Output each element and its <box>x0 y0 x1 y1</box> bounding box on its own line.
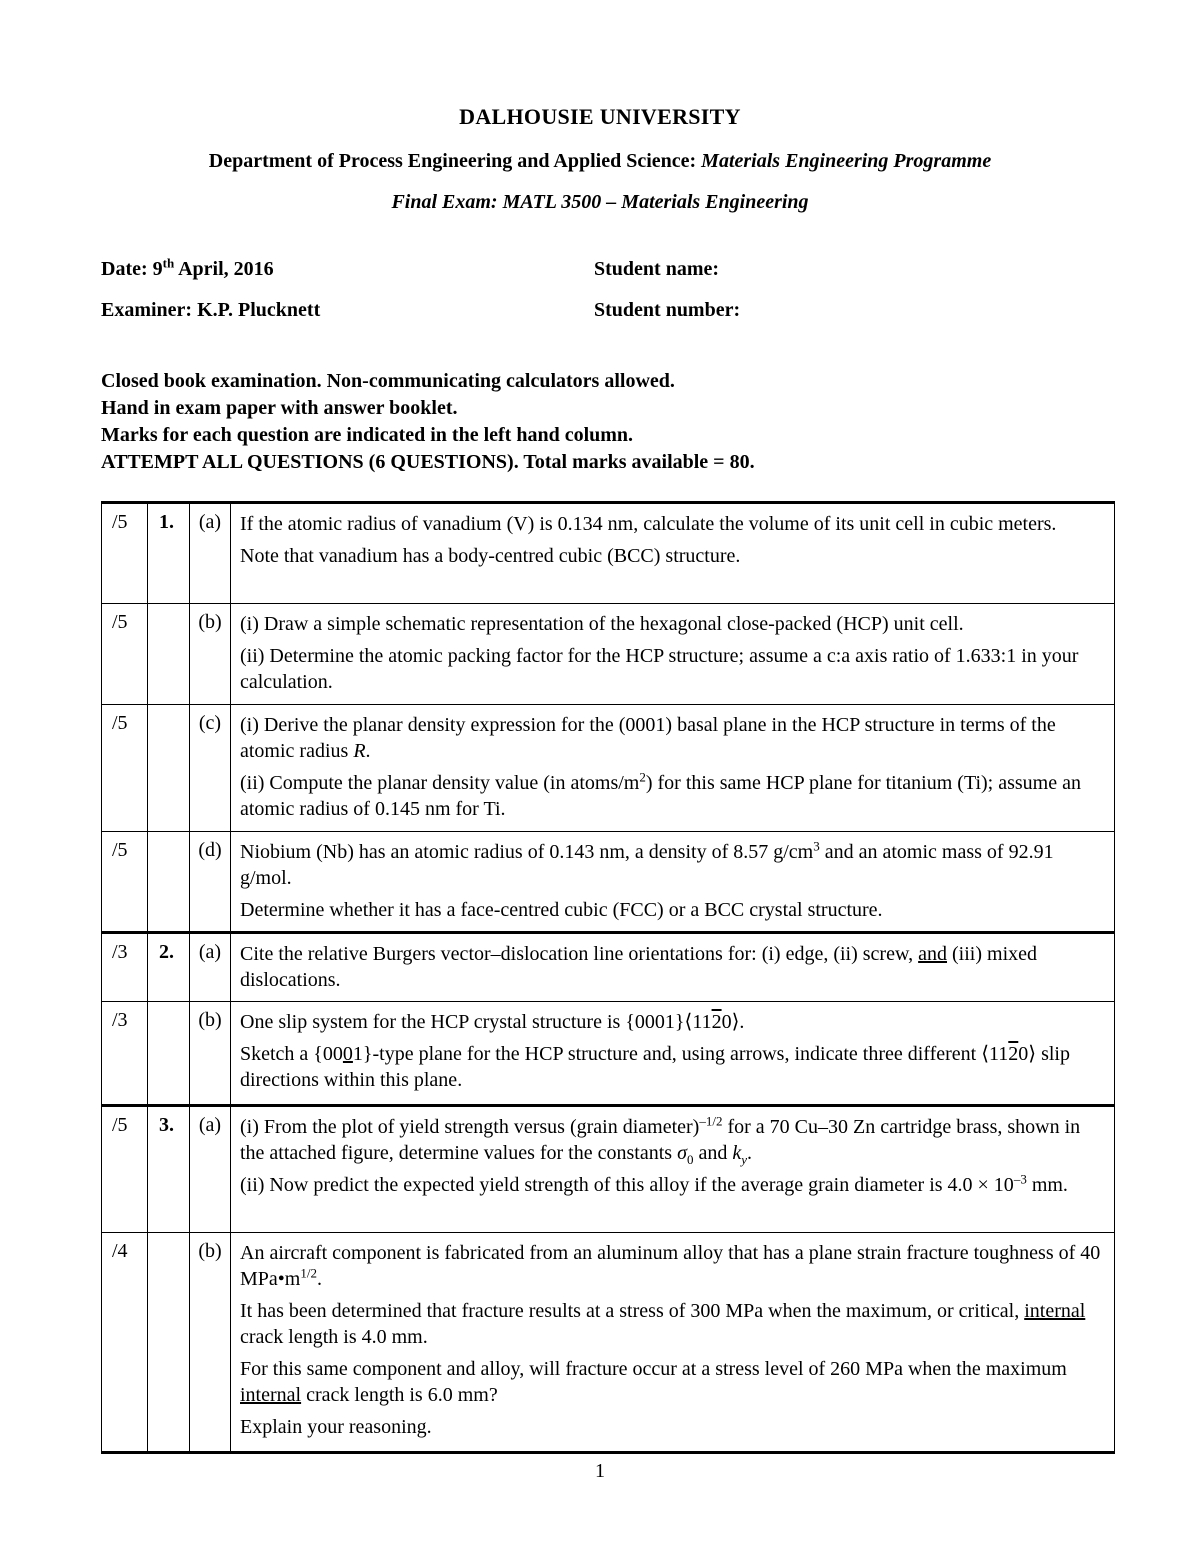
question-paragraph: Explain your reasoning. <box>240 1416 432 1438</box>
marks-cell: /5 <box>102 705 148 832</box>
question-part: (b) <box>190 1233 231 1453</box>
marks-cell: /5 <box>102 604 148 705</box>
question-row <box>102 503 1115 604</box>
question-paragraph: Cite the relative Burgers vector–dislocation line orientations for: (i) edge, (ii) screw, and (iii) mixed dislocations. <box>240 943 1037 991</box>
department-line <box>0 150 1200 173</box>
question-text <box>231 705 1115 832</box>
question-paragraph: (ii) Determine the atomic packing factor for the HCP structure; assume a c:a axis ratio of 1.633:1 in your calculation. <box>240 645 1079 693</box>
page-number: 1 <box>595 1460 605 1482</box>
student-number-label: Student number: <box>594 299 741 321</box>
question-text <box>231 1002 1115 1106</box>
question-paragraph: (ii) Compute the planar density value (in atoms/$m^2$) for this same HCP plane for titanium (Ti); assume an atomic radius of 0.145 nm for Ti. <box>240 769 1081 820</box>
university-title: DALHOUSIE UNIVERSITY <box>459 104 741 129</box>
question-text <box>231 503 1115 604</box>
date-label: Date: 9 <box>101 258 163 280</box>
question-paragraph: It has been determined that fracture results at a stress of 300 MPa when the maximum, or critical, internal crack length is 4.0 mm. <box>240 1300 1086 1348</box>
question-part: (a) <box>190 1106 231 1233</box>
marks-cell: /5 <box>102 832 148 933</box>
date-rest: April, 2016 <box>174 258 274 280</box>
instruction-line: Hand in exam paper with answer booklet. <box>101 397 458 419</box>
question-part: (a) <box>190 503 231 604</box>
marks-cell: /3 <box>102 1002 148 1106</box>
question-text <box>231 1106 1115 1233</box>
marks-cell: /5 <box>102 1106 148 1233</box>
question-number <box>148 705 190 832</box>
question-number: 2. <box>148 933 190 1002</box>
student-name-label: Student name: <box>594 258 720 280</box>
instruction-line: ATTEMPT ALL QUESTIONS (6 QUESTIONS). Total marks available = 80. <box>101 451 755 473</box>
question-paragraph: (i) Derive the planar density expression for the (0001) basal plane in the HCP structure in terms of the atomic radius R. <box>240 714 1056 762</box>
question-row <box>102 1106 1115 1233</box>
question-part: (a) <box>190 933 231 1002</box>
question-row <box>102 1233 1115 1453</box>
programme-name: Materials Engineering Programme <box>701 150 992 172</box>
department-name: Department of Process Engineering and Applied Science: <box>208 150 697 172</box>
question-text <box>231 604 1115 705</box>
instructions <box>101 368 755 476</box>
question-paragraph: (i) Draw a simple schematic representation of the hexagonal close-packed (HCP) unit cell. <box>240 613 964 635</box>
question-part: (b) <box>190 1002 231 1106</box>
question-text <box>231 832 1115 933</box>
questions-table <box>101 501 1115 1454</box>
question-paragraph: An aircraft component is fabricated from an aluminum alloy that has a plane strain fracture toughness of 40 $MPa•m^{1/2}$. <box>240 1242 1101 1290</box>
question-row <box>102 933 1115 1002</box>
question-row <box>102 604 1115 705</box>
question-part: (c) <box>190 705 231 832</box>
question-paragraph: (i) From the plot of yield strength versus (grain diameter)$^{-1/2}$ for a 70 Cu–30 Zn cartridge brass, shown in the attached figure, determine values for the constants $\sigma_0$ and $k_y$. <box>240 1113 1081 1167</box>
question-row <box>102 832 1115 933</box>
question-number: 1. <box>148 503 190 604</box>
question-number: 3. <box>148 1106 190 1233</box>
question-part: (d) <box>190 832 231 933</box>
question-paragraph: Determine whether it has a face-centred cubic (FCC) or a BCC crystal structure. <box>240 899 883 921</box>
instruction-line: Closed book examination. Non-communicating calculators allowed. <box>101 370 675 392</box>
question-paragraph: Note that vanadium has a body-centred cubic (BCC) structure. <box>240 545 741 567</box>
instruction-line: Marks for each question are indicated in the left hand column. <box>101 424 634 446</box>
marks-cell: /4 <box>102 1233 148 1453</box>
question-number <box>148 832 190 933</box>
question-part: (b) <box>190 604 231 705</box>
question-number <box>148 1002 190 1106</box>
question-row <box>102 705 1115 832</box>
marks-cell: /5 <box>102 503 148 604</box>
question-row <box>102 1002 1115 1106</box>
question-paragraph: For this same component and alloy, will fracture occur at a stress level of 260 MPa when the maximum internal crack length is 6.0 mm? <box>240 1358 1067 1406</box>
question-paragraph: If the atomic radius of vanadium (V) is 0.134 nm, calculate the volume of its unit cell in cubic meters. <box>240 513 1057 535</box>
marks-cell: /3 <box>102 933 148 1002</box>
date-superscript: th <box>162 255 175 271</box>
question-text <box>231 1233 1115 1453</box>
question-text <box>231 933 1115 1002</box>
examiner-label: Examiner: K.P. Plucknett <box>101 299 321 321</box>
question-paragraph: Niobium (Nb) has an atomic radius of 0.143 nm, a density of 8.57 $g/cm^3$ and an atomic mass of 92.91 g/mol. <box>240 838 1054 889</box>
exam-date <box>101 255 274 281</box>
question-number <box>148 604 190 705</box>
question-number <box>148 1233 190 1453</box>
exam-title: Final Exam: MATL 3500 – Materials Engineering <box>391 191 809 213</box>
question-paragraph: Sketch a {0001}-type plane for the HCP structure and, using arrows, indicate three different ⟨1120⟩ slip directions within this plane. <box>240 1043 1070 1091</box>
question-paragraph: One slip system for the HCP crystal structure is {0001}⟨1120⟩. <box>240 1011 745 1033</box>
question-paragraph: (ii) Now predict the expected yield strength of this alloy if the average grain diameter is $4.0 \times 10^{-3}$ mm. <box>240 1171 1068 1196</box>
